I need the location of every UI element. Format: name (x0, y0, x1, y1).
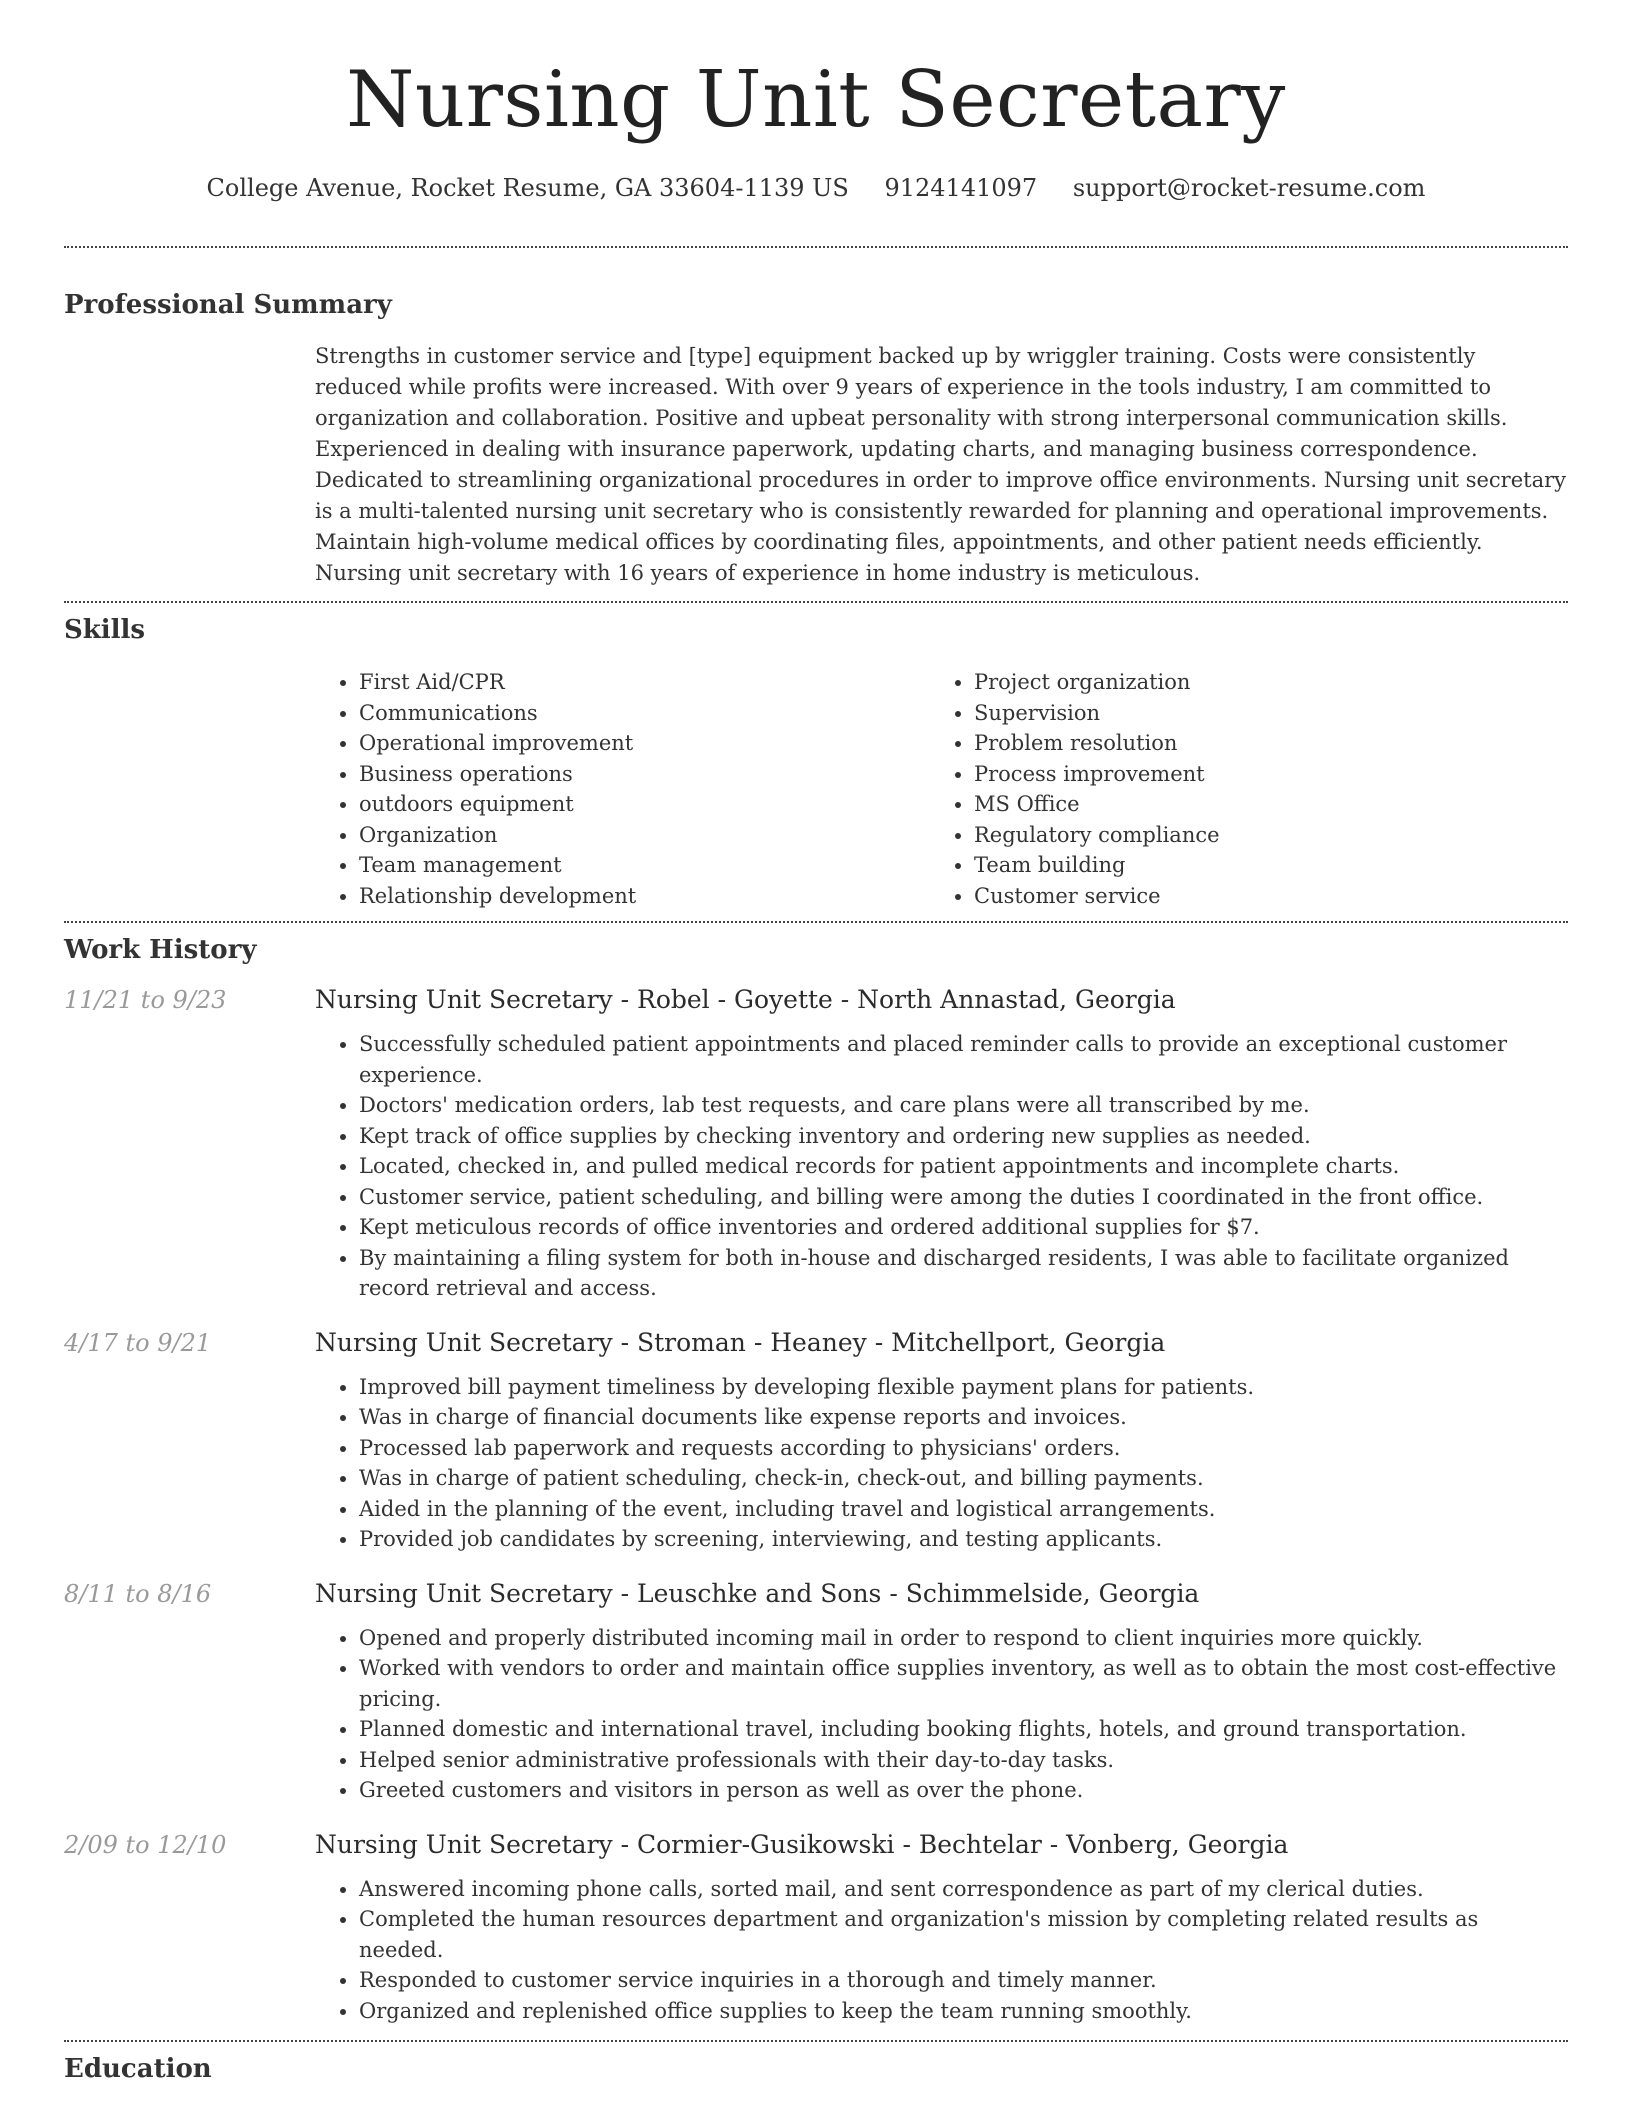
job-bullet-list (315, 1029, 1568, 1304)
list-item: • MS Office (974, 789, 1545, 820)
job-date: 8/11 to 8/16 (64, 1579, 212, 1608)
list-item: • Regulatory compliance (974, 820, 1545, 851)
divider (64, 2040, 1568, 2042)
job-body (315, 1577, 1568, 1806)
list-item: • Successfully scheduled patient appointments and placed reminder calls to provide an exceptional customer experience. (359, 1029, 1568, 1090)
list-item: • Team building (974, 850, 1545, 881)
list-item: • Processed lab paperwork and requests according to physicians' orders. (359, 1433, 1568, 1464)
skills-list-left (315, 667, 930, 911)
list-item: • Business operations (359, 759, 930, 790)
job-body (315, 1326, 1568, 1555)
summary-text: Strengths in customer service and [type] equipment backed up by wriggler training. Costs were consistently reduced while profits were increased. With over 9 years of experience in the tools industry, I am committed to organization and collaboration. Positive and upbeat personality with strong interpersonal communication skills. Experienced in dealing with insurance paperwork, updating charts, and managing business correspondence. Dedicated to streamlining organizational procedures in order to improve office environments. Nursing unit secretary is a multi-talented nursing unit secretary who is consistently rewarded for planning and operational improvements. Maintain high-volume medical offices by coordinating files, appointments, and other patient needs efficiently. Nursing unit secretary with 16 years of experience in home industry is meticulous. (315, 344, 1567, 585)
contact-address: College Avenue, Rocket Resume, GA 33604-1139 US (206, 174, 849, 202)
list-item: • Helped senior administrative professionals with their day-to-day tasks. (359, 1745, 1568, 1776)
list-item: • Completed the human resources department and organization's mission by completing related results as needed. (359, 1904, 1568, 1965)
list-item: • outdoors equipment (359, 789, 930, 820)
list-item: • Aided in the planning of the event, including travel and logistical arrangements. (359, 1494, 1568, 1525)
divider (64, 921, 1568, 923)
list-item: • By maintaining a filing system for both in-house and discharged residents, I was able to facilitate organized record retrieval and access. (359, 1243, 1568, 1304)
job-date: 11/21 to 9/23 (64, 986, 227, 1014)
list-item: • Planned domestic and international travel, including booking flights, hotels, and ground transportation. (359, 1714, 1568, 1745)
list-item: • Organization (359, 820, 930, 851)
candidate-name: Nursing Unit Secretary (346, 55, 1286, 145)
job-entry (64, 1326, 1568, 1555)
list-item: • Kept track of office supplies by checking inventory and ordering new supplies as needed. (359, 1121, 1568, 1152)
list-item: • Relationship development (359, 881, 930, 912)
job-entry (64, 1828, 1568, 2027)
list-item: • Team management (359, 850, 930, 881)
contact-phone: 9124141097 (884, 174, 1038, 202)
job-entry (64, 983, 1568, 1304)
job-heading: Nursing Unit Secretary - Stroman - Heaney - Mitchellport, Georgia (315, 1327, 1166, 1357)
list-item: • Operational improvement (359, 728, 930, 759)
list-item: • Customer service, patient scheduling, and billing were among the duties I coordinated in the front office. (359, 1182, 1568, 1213)
summary-title: Professional Summary (64, 290, 392, 320)
job-heading: Nursing Unit Secretary - Robel - Goyette - North Annastad, Georgia (315, 985, 1176, 1014)
list-item: • Improved bill payment timeliness by developing flexible payment plans for patients. (359, 1372, 1568, 1403)
contact-line (64, 172, 1568, 204)
job-body (315, 983, 1568, 1304)
list-item: • Located, checked in, and pulled medical records for patient appointments and incomplete charts. (359, 1151, 1568, 1182)
contact-email: support@rocket-resume.com (1072, 174, 1426, 202)
job-body (315, 1828, 1568, 2027)
list-item: • Worked with vendors to order and maintain office supplies inventory, as well as to obtain the most cost-effective pricing. (359, 1653, 1568, 1714)
list-item: • Supervision (974, 698, 1545, 729)
list-item: • Communications (359, 698, 930, 729)
skills-section (64, 613, 1568, 911)
list-item: • Process improvement (974, 759, 1545, 790)
job-heading: Nursing Unit Secretary - Leuschke and Sons - Schimmelside, Georgia (315, 1578, 1200, 1608)
divider (64, 246, 1568, 248)
skills-title: Skills (64, 615, 146, 645)
list-item: • Was in charge of financial documents like expense reports and invoices. (359, 1402, 1568, 1433)
list-item: • Doctors' medication orders, lab test requests, and care plans were all transcribed by me. (359, 1090, 1568, 1121)
list-item: • Kept meticulous records of office inventories and ordered additional supplies for $7. (359, 1212, 1568, 1243)
education-title: Education (64, 2054, 212, 2084)
job-bullet-list (315, 1623, 1568, 1806)
list-item: • Customer service (974, 881, 1545, 912)
list-item: • Opened and properly distributed incoming mail in order to respond to client inquiries more quickly. (359, 1623, 1568, 1654)
job-bullet-list (315, 1372, 1568, 1555)
list-item: • Organized and replenished office supplies to keep the team running smoothly. (359, 1996, 1568, 2027)
list-item: • Provided job candidates by screening, interviewing, and testing applicants. (359, 1524, 1568, 1555)
job-heading: Nursing Unit Secretary - Cormier-Gusikowski - Bechtelar - Vonberg, Georgia (315, 1829, 1289, 1859)
list-item: • Answered incoming phone calls, sorted mail, and sent correspondence as part of my clerical duties. (359, 1874, 1568, 1905)
job-date: 2/09 to 12/10 (64, 1830, 227, 1859)
job-entry (64, 1577, 1568, 1806)
list-item: • Was in charge of patient scheduling, check-in, check-out, and billing payments. (359, 1463, 1568, 1494)
list-item: • Responded to customer service inquiries in a thorough and timely manner. (359, 1965, 1568, 1996)
job-bullet-list (315, 1874, 1568, 2027)
education-section (64, 2052, 1568, 2086)
resume-page (64, 0, 1568, 2086)
skills-columns (315, 667, 1568, 911)
job-list (64, 983, 1568, 2026)
list-item: • Greeted customers and visitors in person as well as over the phone. (359, 1775, 1568, 1806)
job-date: 4/17 to 9/21 (64, 1328, 212, 1357)
work-section (64, 933, 1568, 2026)
summary-section (64, 288, 1568, 589)
list-item: • Project organization (974, 667, 1545, 698)
divider (64, 601, 1568, 603)
skills-list-right (930, 667, 1545, 911)
list-item: • First Aid/CPR (359, 667, 930, 698)
work-title: Work History (64, 935, 257, 965)
list-item: • Problem resolution (974, 728, 1545, 759)
